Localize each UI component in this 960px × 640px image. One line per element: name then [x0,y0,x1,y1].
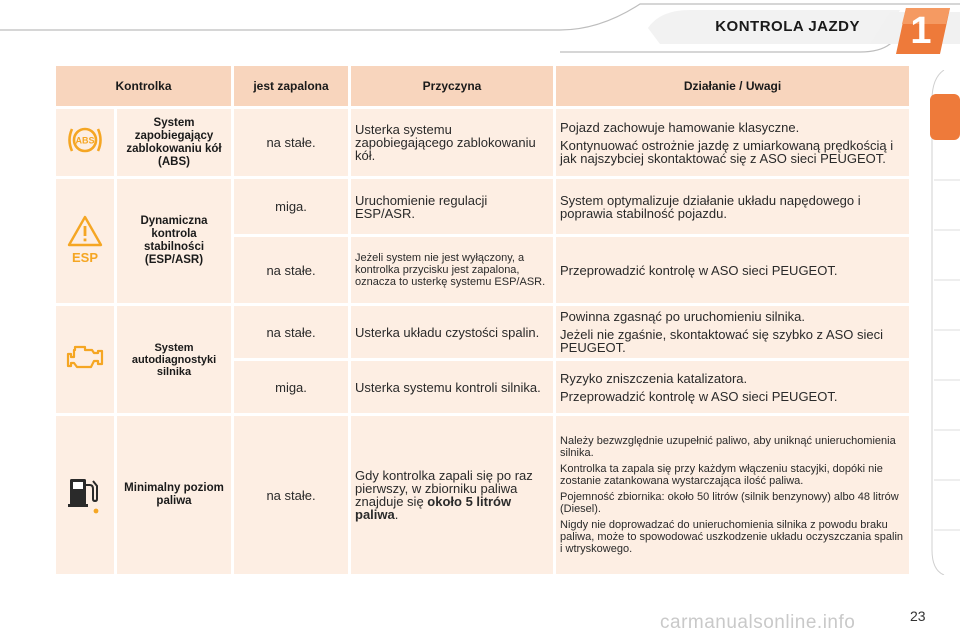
cause-text [351,416,553,574]
esp-warning-icon [66,214,104,264]
action-line: Powinna zgasnąć po uruchomieniu silnika. [560,309,805,324]
column-header-indicator: Kontrolka [56,66,231,106]
fuel-pump-icon [65,471,105,515]
column-header-cause: Przyczyna [351,66,553,106]
action-line: Kontrolka ta zapala się przy każdym włączeniu stacyjki, dopóki nie zostanie zatankowana wystarczająca ilość paliwa. [560,463,883,487]
lit-state: na stałe. [234,416,348,574]
engine-check-icon [65,342,105,372]
action-line: Pojemność zbiornika: około 50 litrów (silnik benzynowy) albo 48 litrów (Diesel). [560,491,899,515]
indicator-name: System autodiagnostyki silnika [117,306,231,413]
action-line: Należy bezwzględnie uzupełnić paliwo, aby uniknąć unieruchomienia silnika. [560,435,896,459]
page-number: 23 [910,608,926,624]
chapter-tabs [930,70,960,575]
action-text [556,361,909,413]
action-text [556,416,909,574]
action-line: Pojazd zachowuje hamowanie klasyczne. [560,119,800,135]
watermark: carmanualsonline.info [660,612,856,633]
svg-text:ABS: ABS [75,135,95,146]
cause-text: Usterka układu czystości spalin. [351,306,553,358]
action-line: Przeprowadzić kontrolę w ASO sieci PEUGEOT. [560,388,838,404]
indicator-name: System zapobiegający zablokowaniu kół (ABS) [117,109,231,176]
svg-text:ESP: ESP [71,249,99,264]
column-header-lit: jest zapalona [234,66,348,106]
lit-state: miga. [234,361,348,413]
icon-cell [56,109,114,176]
action-line: Kontynuować ostrożnie jazdę z umiarkowaną prędkością i jak najszybciej skontaktować się z ASO sieci PEUGEOT. [560,137,894,166]
cause-text: Jeżeli system nie jest wyłączony, a kontrolka przycisku jest zapalona, oznacza to usterkę systemu ESP/ASR. [351,237,553,303]
abs-warning-icon [65,123,105,157]
cause-text: Usterka systemu kontroli silnika. [351,361,553,413]
indicator-name: Dynamiczna kontrola stabilności (ESP/ASR) [117,179,231,303]
table-row-engine [56,306,909,358]
icon-cell [56,416,114,574]
action-line: System optymalizuje działanie układu napędowego i poprawia stabilność pojazdu. [560,192,861,221]
cause-text-bold: około 5 litrów paliwa [355,494,512,522]
cause-text: Usterka systemu zapobiegającego zablokowaniu kół. [351,109,553,176]
warning-lights-table [56,63,903,577]
indicator-name: Minimalny poziom paliwa [117,416,231,574]
action-line: Przeprowadzić kontrolę w ASO sieci PEUGEOT. [560,262,838,278]
chapter-number: 1 [910,10,932,52]
chapter-tab-active [930,94,960,140]
action-text [556,237,909,303]
page-title: KONTROLA JAZDY [715,18,860,35]
action-line: Nigdy nie doprowadzać do unieruchomienia silnika z powodu braku paliwa, może to spowodować uszkodzenie układu oczyszczania spalin i wtryskowego. [560,519,904,555]
action-line: Ryzyko zniszczenia katalizatora. [560,370,748,386]
cause-text-prefix: Gdy kontrolka zapali się po raz pierwszy, w zbiorniku paliwa znajduje się [355,468,533,509]
table-row-esp [56,179,909,234]
lit-state: na stałe. [234,237,348,303]
table-row-abs [56,109,909,176]
lit-state: na stałe. [234,306,348,358]
table-header-row [56,66,909,106]
action-text [556,306,909,358]
lit-state: miga. [234,179,348,234]
action-line: Jeżeli nie zgaśnie, skontaktować się szybko z ASO sieci PEUGEOT. [560,327,883,355]
cause-text: Uruchomienie regulacji ESP/ASR. [351,179,553,234]
table-row-fuel [56,416,909,574]
column-header-action: Działanie / Uwagi [556,66,909,106]
icon-cell [56,306,114,413]
cause-text-suffix: . [394,507,399,522]
action-text [556,109,909,176]
lit-state: na stałe. [234,109,348,176]
icon-cell [56,179,114,303]
action-text [556,179,909,234]
